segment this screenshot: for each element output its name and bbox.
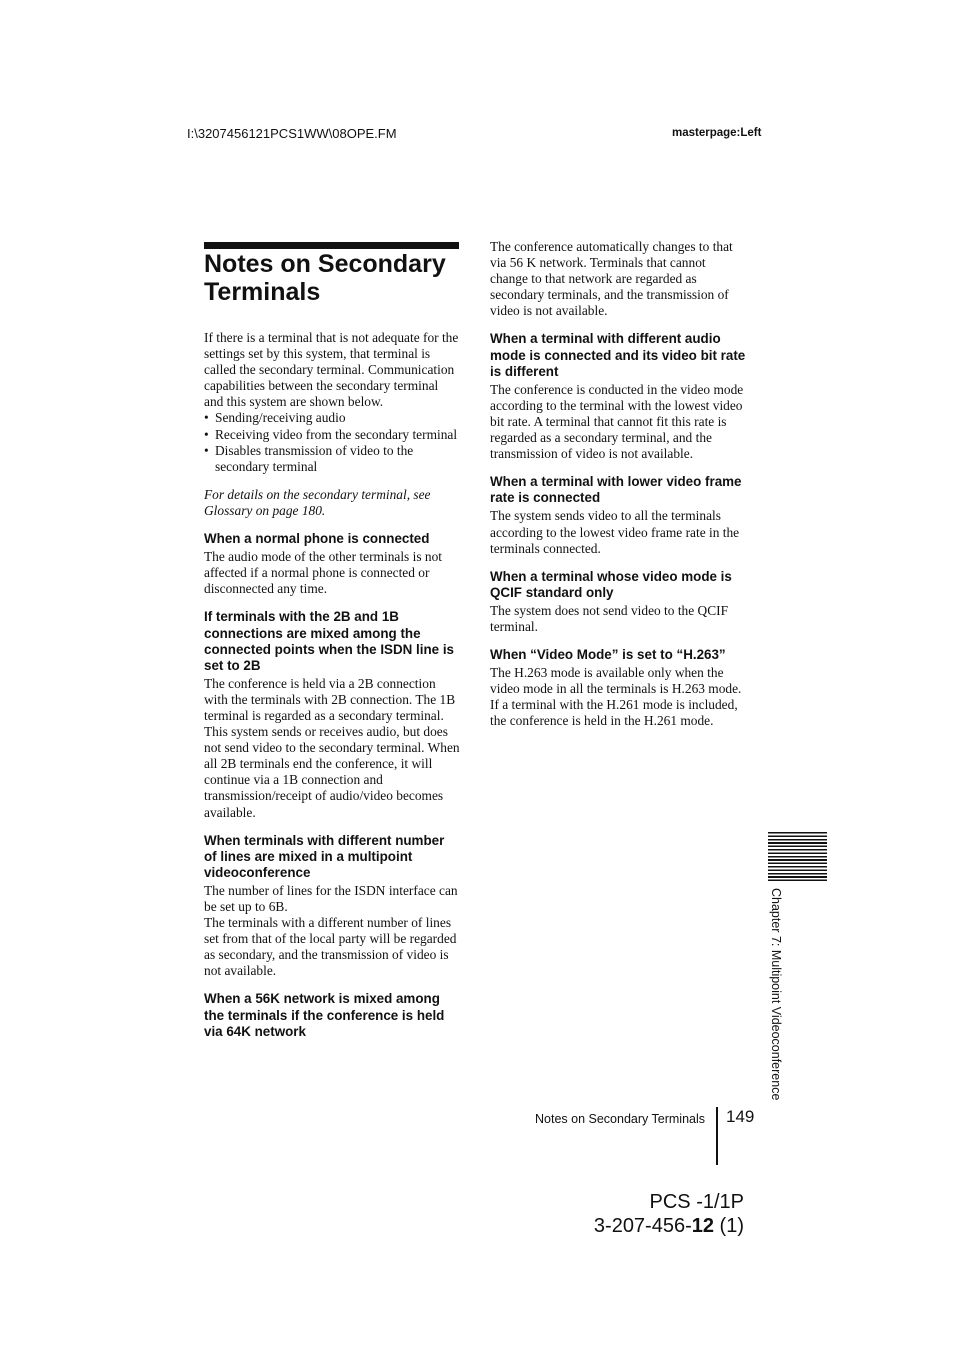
title-rule [204, 242, 459, 249]
capability-list [204, 410, 460, 474]
continued-paragraph: The conference automatically changes to that via 56 K network. Terminals that cannot change to that network are regarded as secondary terminals, and the transmission of video is not available. [490, 239, 733, 319]
section-heading: When “Video Mode” is set to “H.263” [490, 647, 726, 663]
section-body: The number of lines for the ISDN interface can be set up to 6B. [204, 882, 458, 914]
section-body: The terminals with a different number of lines set from that of the local party will be regarded as secondary, and the transmission of video is not available. [204, 915, 457, 979]
section-body: The audio mode of the other terminals is not affected if a normal phone is connected or disconnected any time. [204, 549, 442, 597]
page-number: 149 [726, 1107, 755, 1126]
model-code-prefix: 3-207-456- [593, 1215, 692, 1237]
section-body: The conference is conducted in the video mode according to the terminal with the lowest video bit rate. A terminal that cannot fit this rate is regarded as a secondary terminal, and the transmission of video is not available. [490, 381, 744, 462]
model-info [560, 1190, 744, 1238]
section-body: The H.263 mode is available only when the video mode in all the terminals is H.263 mode. If a terminal with the H.261 mode is included, the conference is held in the H.261 mode. [490, 665, 742, 729]
chapter-thumb-tab [768, 832, 827, 882]
right-column [490, 239, 746, 742]
masterpage-label: masterpage:Left [672, 127, 762, 139]
left-column [204, 330, 460, 1042]
section-body: The system sends video to all the terminals according to the lowest video frame rate in the terminals connected. [490, 508, 740, 556]
section-heading: When a terminal whose video mode is QCIF standard only [490, 568, 732, 600]
section-heading: If terminals with the 2B and 1B connections are mixed among the connected points when the ISDN line is set to 2B [204, 609, 454, 673]
footer-rule [716, 1107, 718, 1165]
model-code [560, 1214, 744, 1238]
section-heading: When a terminal with lower video frame rate is connected [490, 474, 742, 506]
section-heading: When a normal phone is connected [204, 531, 430, 547]
section-heading: When a terminal with different audio mode is connected and its video bit rate is different [490, 331, 746, 379]
list-item: • Sending/receiving audio [204, 410, 460, 426]
file-path: I:\3207456121PCS1WW\08OPE.FM [187, 126, 397, 141]
section-heading: When terminals with different number of lines are mixed in a multipoint videoconference [204, 832, 445, 880]
page-title: Notes on Secondary Terminals [204, 250, 446, 306]
model-code-suffix: (1) [714, 1215, 744, 1237]
intro-paragraph: If there is a terminal that is not adequate for the settings set by this system, that terminal is called the secondary terminal. Communication capabilities between the secondary terminal and this system are shown below. [204, 330, 459, 410]
list-item: • Receiving video from the secondary terminal [204, 427, 460, 443]
section-heading: When a 56K network is mixed among the terminals if the conference is held via 64K network [204, 991, 445, 1039]
list-item: • Disables transmission of video to the secondary terminal [204, 443, 460, 475]
footer-section-title: Notes on Secondary Terminals [535, 1112, 705, 1126]
model-name: PCS -1/1P [649, 1191, 744, 1213]
section-body: The system does not send video to the QCIF terminal. [490, 602, 729, 634]
section-body: The conference is held via a 2B connection with the terminals with 2B connection. The 1B terminal is regarded as a secondary terminal. This system sends or receives audio, but does not send video to the secondary terminal. When all 2B terminals end the conference, it will continue via a 1B connection and transmission/receipt of audio/video becomes available. [204, 675, 460, 820]
chapter-label: Chapter 7: Multipoint Videoconference [769, 888, 783, 1101]
glossary-reference: For details on the secondary terminal, see Glossary on page 180. [204, 486, 431, 518]
model-code-bold: 12 [691, 1215, 714, 1237]
